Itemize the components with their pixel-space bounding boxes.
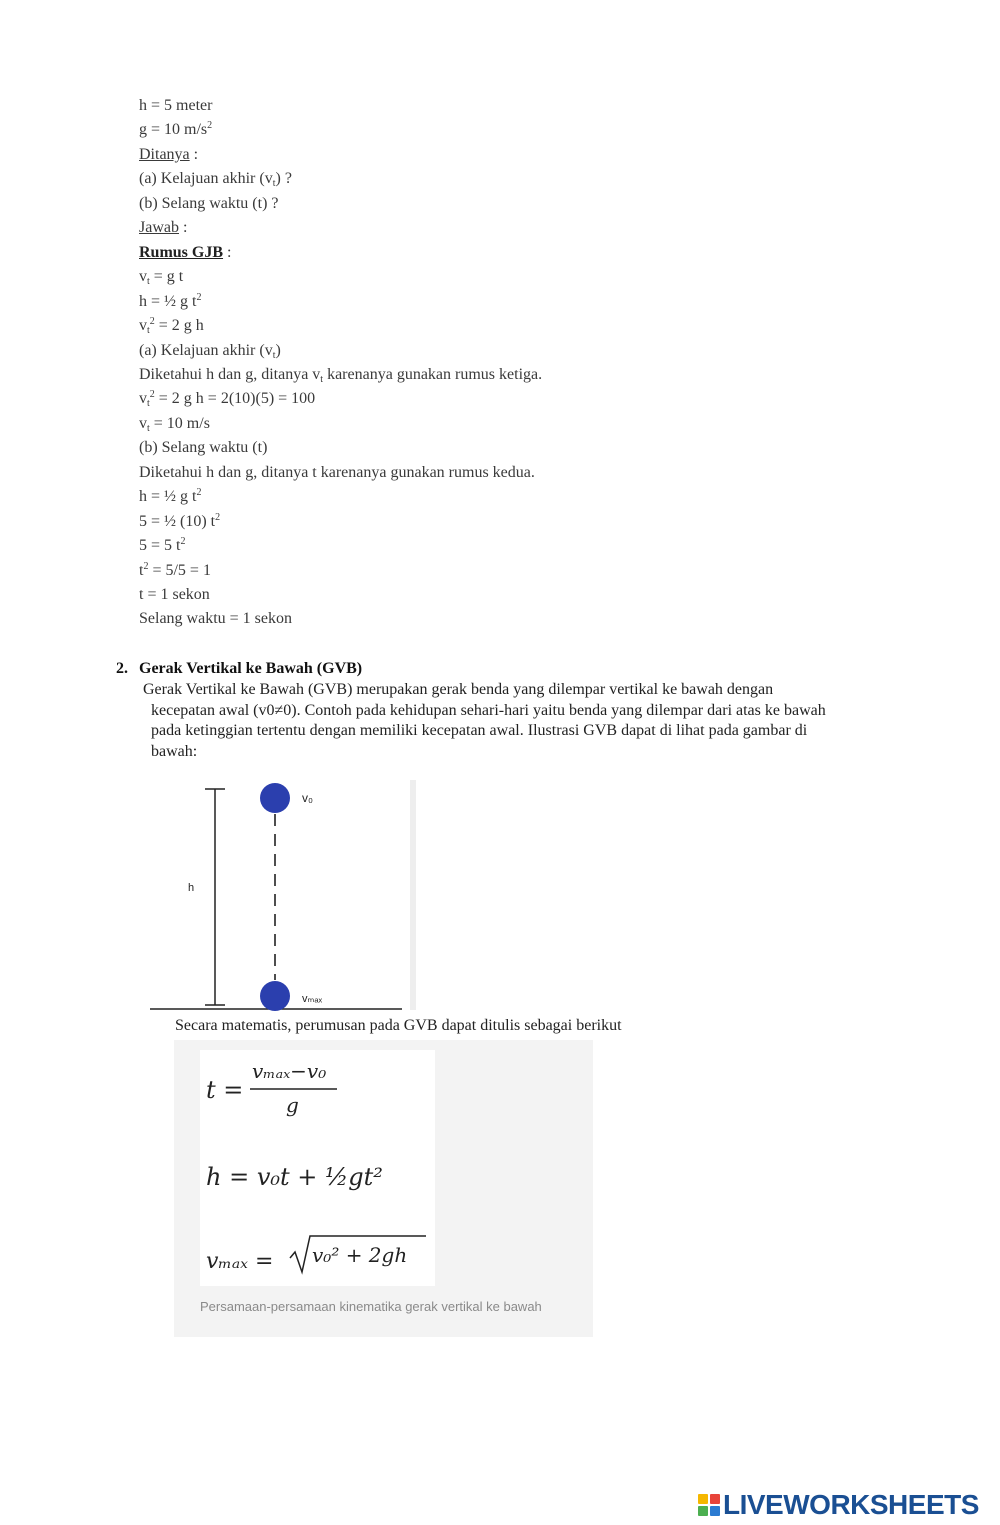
line-sub: t bbox=[272, 178, 276, 190]
line-post: = 5/5 = 1 bbox=[148, 561, 211, 579]
line-post: karenanya gunakan rumus ketiga. bbox=[323, 365, 543, 383]
line-post: ) ? bbox=[275, 170, 292, 188]
line-pre: (b) Selang waktu (t) bbox=[139, 439, 268, 457]
line-sub: t bbox=[147, 276, 150, 288]
line-sup: 2 bbox=[207, 120, 213, 132]
section-heading bbox=[116, 660, 362, 678]
line-post: = 2 g h bbox=[154, 317, 204, 335]
paragraph-line: bawah: bbox=[151, 742, 198, 760]
brand-logo bbox=[698, 1489, 979, 1521]
line-sub: t bbox=[147, 422, 150, 434]
line-sub: t bbox=[147, 398, 150, 410]
line-pre: h = 5 meter bbox=[139, 97, 213, 114]
line-pre: v bbox=[139, 390, 147, 408]
line-sup: 2 bbox=[196, 487, 202, 499]
line-pre: (a) Kelajuan akhir (v bbox=[139, 341, 273, 359]
line-pre: v bbox=[139, 317, 147, 335]
line-pre: h = ½ g t bbox=[139, 488, 197, 506]
ball-bottom bbox=[260, 981, 290, 1011]
brand-name: LIVEWORKSHEETS bbox=[723, 1489, 979, 1520]
section-paragraph bbox=[143, 680, 933, 762]
solution-line bbox=[139, 536, 185, 556]
solution-line bbox=[139, 414, 210, 434]
line-sup2: 2 bbox=[149, 316, 155, 328]
eq2: h = v₀t + ½gt² bbox=[206, 1163, 383, 1191]
line-sup: 2 bbox=[143, 560, 149, 572]
solution-line bbox=[139, 96, 212, 116]
line-u: Jawab bbox=[139, 219, 179, 237]
eq3-radicand: v₀² + 2gh bbox=[312, 1243, 408, 1267]
line-post: = 2 g h = 2(10)(5) = 100 bbox=[154, 390, 316, 408]
line-sup: 2 bbox=[196, 291, 202, 303]
ball-top bbox=[260, 783, 290, 813]
paragraph-line: kecepatan awal (v0≠0). Contoh pada kehidupan sehari-hari yaitu benda yang dilempar dari atas ke bawah bbox=[151, 701, 826, 719]
line-pre: (b) Selang waktu (t) ? bbox=[139, 194, 279, 212]
solution-line bbox=[139, 365, 542, 385]
solution-line bbox=[139, 292, 201, 312]
solution-line bbox=[139, 561, 211, 581]
line-pre: g = 10 m/s bbox=[139, 121, 208, 139]
equation-caption: Persamaan-persamaan kinematika gerak vertikal ke bawah bbox=[200, 1299, 542, 1314]
solution-line bbox=[139, 487, 201, 507]
line-pre: Diketahui h dan g, ditanya v bbox=[139, 365, 321, 383]
eq1-lhs: t = bbox=[206, 1076, 244, 1104]
line-post: = 10 m/s bbox=[149, 414, 210, 432]
line-sup: 2 bbox=[215, 511, 221, 523]
label-vmax: vₘₐₓ bbox=[302, 993, 323, 1005]
line-post: ) bbox=[275, 341, 281, 359]
line-sub: t bbox=[320, 373, 324, 385]
solution-line bbox=[139, 194, 279, 214]
line-sup: 2 bbox=[180, 536, 186, 548]
logo-mark-icon bbox=[698, 1494, 720, 1516]
line-pre: 5 = ½ (10) t bbox=[139, 512, 216, 530]
line-pre: t = 1 sekon bbox=[139, 586, 210, 603]
line-pre: v bbox=[139, 268, 147, 286]
line-heading: Rumus GJB bbox=[139, 243, 224, 261]
line-pre: t bbox=[139, 561, 144, 579]
solution-line bbox=[139, 609, 292, 629]
section-title: Gerak Vertikal ke Bawah (GVB) bbox=[139, 660, 363, 677]
equation-panel bbox=[200, 1050, 435, 1286]
line-pre: h = ½ g t bbox=[139, 292, 197, 310]
line-post: : bbox=[178, 219, 188, 237]
equations-svg bbox=[200, 1050, 435, 1286]
line-pre: (a) Kelajuan akhir (v bbox=[139, 170, 273, 188]
eq1-numerator: vₘₐₓ−v₀ bbox=[252, 1059, 327, 1083]
paragraph-line: Gerak Vertikal ke Bawah (GVB) merupakan gerak benda yang dilempar vertikal ke bawah dengan bbox=[143, 681, 774, 698]
paragraph-line: pada ketinggian tertentu dengan memiliki kecepatan awal. Ilustrasi GVB dapat di lihat pada gambar di bbox=[151, 722, 808, 739]
solution-line bbox=[139, 243, 231, 263]
line-post: = g t bbox=[149, 268, 184, 286]
equation-figure bbox=[174, 1040, 593, 1337]
line-sub: t bbox=[272, 349, 276, 361]
line-pre: Selang waktu = 1 sekon bbox=[139, 610, 292, 628]
line-sup2: 2 bbox=[149, 389, 155, 401]
solution-line bbox=[139, 463, 535, 483]
math-intro: Secara matematis, perumusan pada GVB dapat ditulis sebagai berikut bbox=[175, 1017, 622, 1034]
gvb-illustration bbox=[150, 780, 422, 1012]
line-post: : bbox=[223, 243, 232, 261]
label-h: h bbox=[188, 882, 195, 894]
line-sub: t bbox=[147, 325, 150, 337]
solution-line bbox=[139, 169, 292, 189]
solution-line bbox=[139, 389, 315, 409]
solution-line bbox=[139, 267, 183, 287]
eq1-denominator: g bbox=[286, 1093, 299, 1117]
solution-line bbox=[139, 438, 267, 458]
line-pre: 5 = 5 t bbox=[139, 537, 181, 555]
solution-line bbox=[139, 120, 212, 140]
solution-line bbox=[139, 512, 220, 532]
solution-line bbox=[139, 218, 187, 238]
line-pre: v bbox=[139, 414, 147, 432]
label-v0: v₀ bbox=[302, 791, 313, 805]
solution-line bbox=[139, 585, 210, 605]
solution-line bbox=[139, 145, 198, 165]
eq3-lhs: vₘₐₓ = bbox=[206, 1249, 274, 1274]
line-post: : bbox=[189, 145, 199, 163]
solution-line bbox=[139, 341, 281, 361]
line-pre: Diketahui h dan g, ditanya t karenanya gunakan rumus kedua. bbox=[139, 463, 535, 481]
solution-line bbox=[139, 316, 204, 336]
line-u: Ditanya bbox=[139, 145, 190, 163]
section-number: 2. bbox=[116, 660, 128, 677]
